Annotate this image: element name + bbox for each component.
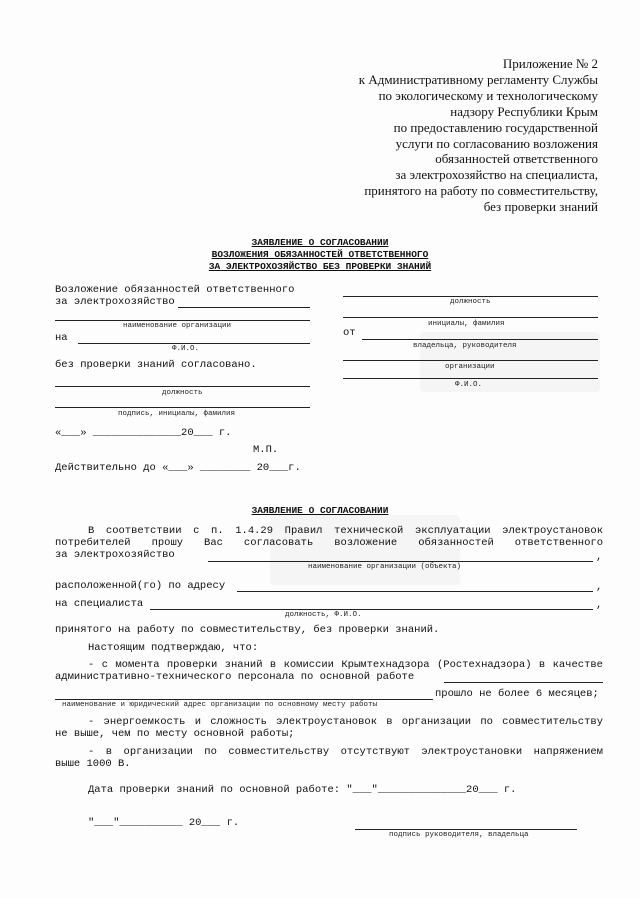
org-field-line (178, 307, 310, 308)
agreed-text: без проверки знаний согласовано. (55, 359, 257, 371)
comma: , (596, 581, 603, 593)
para1-line1: В соответствии с п. 1.4.29 Правил технической эксплуатации электроустановок (88, 525, 603, 537)
caption-right-initials: инициалы, фамилия (428, 320, 505, 328)
mp-label: М.П. (253, 444, 279, 456)
top-title-line: ЗА ЭЛЕКТРОХОЗЯЙСТВО БЕЗ ПРОВЕРКИ ЗНАНИЙ (208, 261, 432, 272)
top-title-line: ВОЗЛОЖЕНИЯ ОБЯЗАННОСТЕЙ ОТВЕТСТВЕННОГО (211, 249, 429, 260)
appendix-line: принятого на работу по совместительству, (364, 183, 598, 199)
main-work-line (444, 682, 603, 683)
assignment-text-2: за электрохозяйство (55, 296, 175, 308)
caption-org-object: наименование организации (объекта) (308, 563, 462, 571)
ot-label: от (343, 327, 356, 339)
appendix-line: по экологическому и технологическому (378, 87, 598, 103)
caption-right-position: должность (450, 298, 491, 306)
assignment-text: Возложение обязанностей ответственного (55, 284, 295, 296)
bullet1-line2: административно-технического персонала по основной работе (55, 671, 415, 683)
main-form-title (0, 505, 640, 517)
appendix-line: к Административному регламенту Службы (358, 71, 598, 87)
signature-field-line (55, 407, 310, 408)
caption-right-fio: Ф.И.О. (455, 381, 483, 389)
org-field-line-2 (55, 320, 310, 321)
appendix-header (359, 56, 598, 215)
appendix-line: за электрохозяйство на специалиста, (395, 167, 598, 183)
comma: , (596, 599, 603, 611)
check-date-text: Дата проверки знаний по основной работе: "___"______________20___ г. (88, 784, 517, 796)
main-work-line-2 (55, 699, 433, 700)
top-form-title (0, 237, 640, 273)
caption-head-signature: подпись руководителя, владельца (389, 831, 529, 839)
confirm-text: Настоящим подтверждаю, что: (88, 642, 259, 654)
head-signature-line (355, 829, 577, 830)
date-line: «___» ______________20___ г. (55, 427, 232, 439)
bullet1-line1: - с момента проверки знаний в комиссии Крымтехнадзора (Ростехнадзора) в качестве (88, 659, 603, 671)
bullet2-line2: не выше, чем по месту основной работы; (55, 728, 295, 740)
located-label: расположенной(го) по адресу (55, 580, 226, 592)
caption-right-owner: владельца, руководителя (413, 342, 517, 350)
appendix-line: по предоставлению государственной (393, 119, 598, 135)
specialist-line (150, 609, 593, 610)
caption-position-fio: должность, Ф.И.О. (285, 611, 362, 619)
org-object-line (208, 561, 593, 562)
bullet3-line2: выше 1000 В. (55, 758, 131, 770)
appendix-line: обязанностей ответственного (435, 151, 598, 167)
para1-line3: за электрохозяйство (55, 549, 175, 561)
appendix-line: Приложение № 2 (502, 56, 598, 71)
sign-date-text: "___"__________ 20___ г. (88, 817, 240, 829)
bullet3-line1: - в организации по совместительству отсутствуют электроустановки напряжением (88, 746, 603, 758)
right-initials-line (343, 317, 598, 318)
right-owner-line (362, 339, 598, 340)
faint-stamp (420, 332, 600, 392)
bullet2-line1: - энергоемкость и сложность электроустановок в организации по совместительству (88, 716, 603, 728)
caption-main-address: наименование и юридический адрес организации по основному месту работы (62, 701, 378, 709)
caption-position: должность (162, 389, 203, 397)
bullet1-tail: прошло не более 6 месяцев; (435, 688, 599, 700)
valid-until-text: Действительно до «___» ________ 20___г. (55, 462, 301, 474)
appendix-line: услуги по согласованию возложения (395, 135, 598, 151)
right-position-line (343, 296, 598, 297)
top-title-line: ЗАЯВЛЕНИЕ О СОГЛАСОВАНИИ (251, 237, 389, 248)
main-title-text: ЗАЯВЛЕНИЕ О СОГЛАСОВАНИИ (251, 505, 389, 516)
hired-text: принятого на работу по совместительству, без проверки знаний. (55, 624, 440, 636)
comma: , (596, 551, 603, 563)
right-fio-line (343, 378, 598, 379)
appendix-line: надзору Республики Крым (450, 103, 598, 119)
fio-field-line (78, 343, 310, 344)
para1-line2: потребителей прошу Вас согласовать возложение обязанностей ответственного (55, 537, 603, 549)
appendix-line: без проверки знаний (483, 199, 598, 215)
na-label: на (55, 332, 68, 344)
caption-fio: Ф.И.О. (172, 345, 200, 353)
caption-org-name: наименование организации (123, 322, 232, 330)
address-line (237, 591, 593, 592)
position-field-line (55, 386, 310, 387)
caption-signature: подпись, инициалы, фамилия (118, 410, 236, 418)
right-org-line (343, 360, 598, 361)
na-specialist-label: на специалиста (55, 598, 144, 610)
caption-right-org: организации (445, 363, 495, 371)
